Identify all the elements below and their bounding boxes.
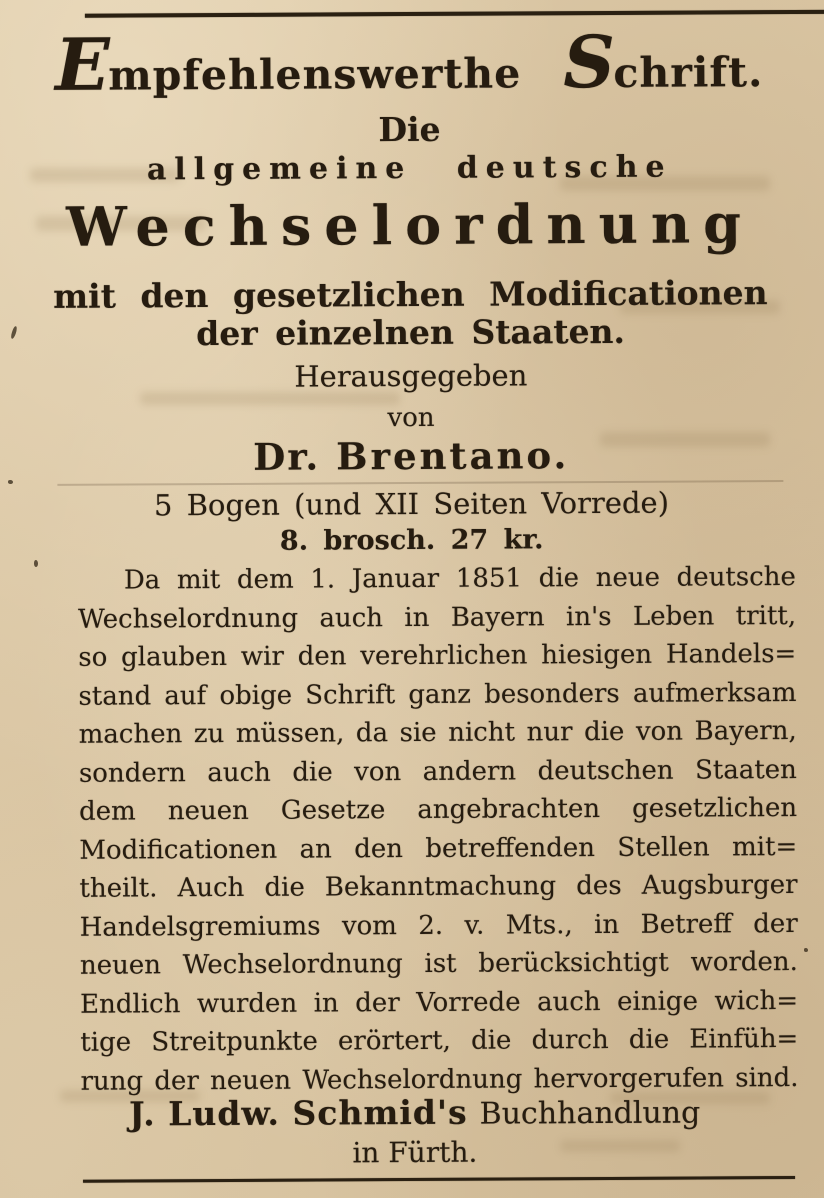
body-line: rung der neuen Wechselordnung hervorgerufen sind. bbox=[80, 1062, 799, 1097]
author-prefix: Dr. bbox=[253, 434, 321, 479]
publisher-name-bold: J. Ludw. Schmid's bbox=[128, 1092, 468, 1134]
herausgegeben-line: Herausgegeben bbox=[294, 358, 528, 394]
body-line: machen zu müssen, da sie nicht nur die von Bayern, bbox=[78, 715, 797, 750]
publisher-name-rest: Buchhandlung bbox=[479, 1095, 701, 1132]
body-line: neuen Wechselordnung ist berücksichtigt worden. bbox=[79, 946, 798, 981]
body-line: sondern auch die von andern deutschen Staaten bbox=[78, 754, 797, 789]
author-name bbox=[0, 432, 823, 480]
subtitle-mods-line1: mit den gesetzlichen Modificationen bbox=[53, 273, 768, 316]
masthead-word: Empfehlenswerthe bbox=[54, 22, 522, 107]
body-line: theilt. Auch die Bekanntmachung des Augsburger bbox=[79, 869, 798, 904]
body-line: Endlich wurden in der Vorrede auch einige wich= bbox=[80, 985, 799, 1020]
body-line: tige Streitpunkte erörtert, die durch die Einfüh= bbox=[80, 1023, 799, 1058]
price-line: 8. brosch. 27 kr. bbox=[279, 524, 544, 557]
title-series: allgemeine deutsche bbox=[146, 149, 673, 188]
bottom-rule bbox=[83, 1176, 795, 1183]
body-line: Wechselordnung auch in Bayern in's Leben tritt, bbox=[78, 600, 797, 635]
byline-von: von bbox=[387, 402, 435, 434]
top-rule bbox=[85, 10, 824, 18]
body-line: dem neuen Gesetze angebrachten gesetzlichen bbox=[79, 792, 798, 827]
advertisement-body bbox=[78, 558, 799, 1101]
body-line: so glauben wir den verehrlichen hiesigen Handels= bbox=[78, 638, 797, 673]
body-line: Da mit dem 1. Januar 1851 die neue deutsche bbox=[123, 561, 796, 596]
format-line: 5 Bogen (und XII Seiten Vorrede) bbox=[153, 485, 670, 523]
body-line: Modificationen an den betreffenden Stellen mit= bbox=[79, 831, 798, 866]
main-title: Wechselordnung bbox=[65, 191, 755, 259]
subtitle-mods-line2: der einzelnen Staaten. bbox=[196, 311, 626, 354]
publisher-signature bbox=[3, 1091, 824, 1134]
author-surname: Brentano. bbox=[336, 433, 570, 479]
title-die: Die bbox=[378, 109, 441, 150]
body-line: stand auf obige Schrift ganz besonders aufmerksam bbox=[78, 677, 797, 712]
masthead-title bbox=[0, 19, 821, 107]
masthead-word: Schrift. bbox=[562, 19, 764, 105]
publisher-location: in Fürth. bbox=[352, 1135, 478, 1170]
body-line: Handelsgremiums vom 2. v. Mts., in Betreff der bbox=[79, 908, 798, 943]
